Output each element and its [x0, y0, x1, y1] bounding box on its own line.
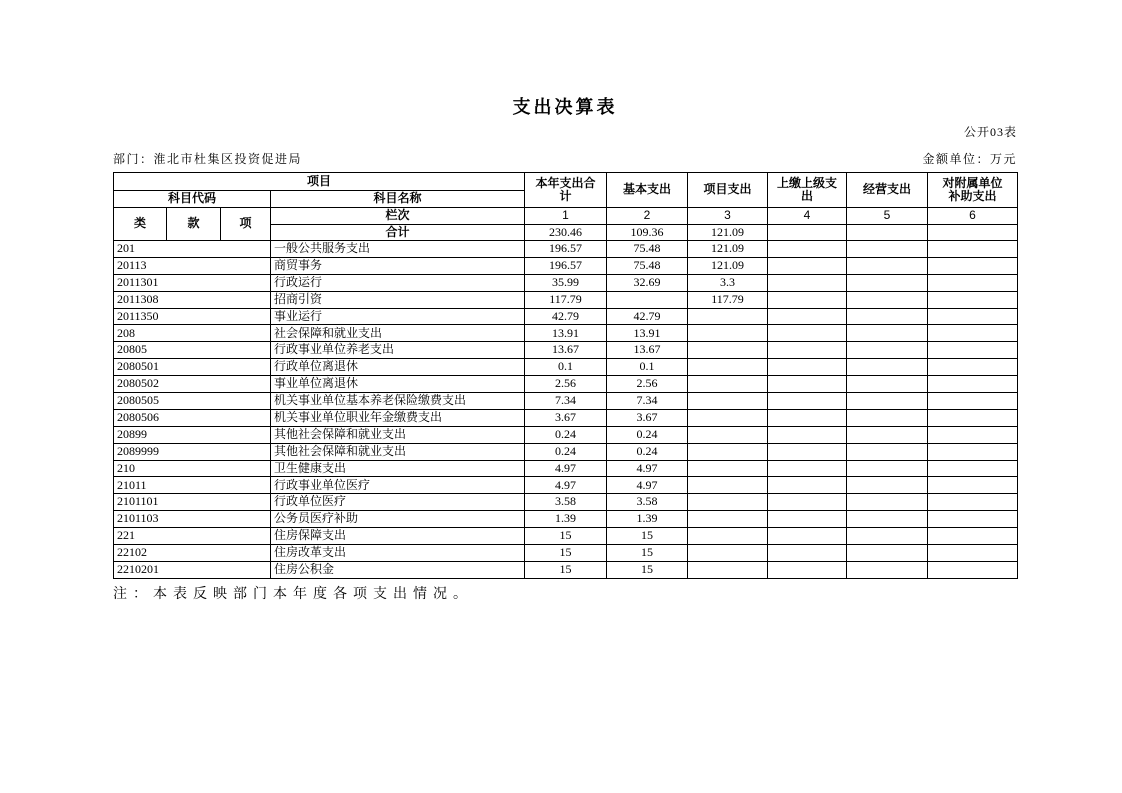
total-value-cell: [847, 225, 928, 241]
subject-code-cell: 221: [114, 528, 271, 545]
value-cell: [688, 342, 768, 359]
value-cell: [768, 308, 847, 325]
subject-name-cell: 事业单位离退休: [271, 376, 525, 393]
value-cell: [768, 460, 847, 477]
value-cell: [768, 477, 847, 494]
value-cell: [768, 561, 847, 578]
subject-name-cell: 一般公共服务支出: [271, 241, 525, 258]
header-col-basic-expenditure: 基本支出: [607, 173, 688, 208]
value-cell: 42.79: [607, 308, 688, 325]
value-cell: [768, 528, 847, 545]
header-col-section: 款: [167, 208, 221, 241]
value-cell: [928, 359, 1018, 376]
subject-code-cell: 2080505: [114, 393, 271, 410]
value-cell: 1.39: [525, 511, 607, 528]
column-index-3: 3: [688, 208, 768, 225]
total-value-cell: 121.09: [688, 225, 768, 241]
subject-code-cell: 201: [114, 241, 271, 258]
value-cell: [847, 325, 928, 342]
value-cell: [928, 274, 1018, 291]
value-cell: [688, 477, 768, 494]
value-cell: [928, 325, 1018, 342]
table-row: [114, 426, 1018, 443]
subject-name-cell: 招商引资: [271, 291, 525, 308]
column-index-2: 2: [607, 208, 688, 225]
value-cell: [928, 409, 1018, 426]
value-cell: [688, 460, 768, 477]
header-subject-name: 科目名称: [271, 191, 525, 208]
value-cell: [688, 308, 768, 325]
value-cell: 15: [607, 528, 688, 545]
value-cell: [768, 409, 847, 426]
value-cell: 32.69: [607, 274, 688, 291]
value-cell: [688, 511, 768, 528]
value-cell: [847, 291, 928, 308]
subject-name-cell: 公务员医疗补助: [271, 511, 525, 528]
header-col-project-expenditure: 项目支出: [688, 173, 768, 208]
value-cell: [847, 393, 928, 410]
value-cell: 0.24: [607, 443, 688, 460]
value-cell: 4.97: [607, 460, 688, 477]
value-cell: [928, 511, 1018, 528]
value-cell: 15: [525, 528, 607, 545]
table-row: [114, 257, 1018, 274]
value-cell: 0.24: [525, 426, 607, 443]
subject-code-cell: 2080501: [114, 359, 271, 376]
value-cell: 117.79: [525, 291, 607, 308]
subject-name-cell: 行政事业单位养老支出: [271, 342, 525, 359]
subject-code-cell: 2080502: [114, 376, 271, 393]
value-cell: [688, 393, 768, 410]
table-row: [114, 325, 1018, 342]
subject-code-cell: 2101103: [114, 511, 271, 528]
value-cell: 3.67: [525, 409, 607, 426]
subject-name-cell: 行政事业单位医疗: [271, 477, 525, 494]
table-row: [114, 460, 1018, 477]
value-cell: [768, 257, 847, 274]
header-col-class: 类: [114, 208, 167, 241]
footnote: 注：本表反映部门本年度各项支出情况。: [113, 587, 473, 602]
header-col-year-total: 本年支出合计: [525, 173, 607, 208]
amount-unit-label: 金额单位：万元: [922, 152, 1017, 166]
value-cell: [768, 325, 847, 342]
subject-name-cell: 机关事业单位职业年金缴费支出: [271, 409, 525, 426]
value-cell: [928, 494, 1018, 511]
value-cell: [847, 494, 928, 511]
value-cell: [847, 308, 928, 325]
total-label: 合计: [271, 225, 525, 241]
value-cell: 2.56: [607, 376, 688, 393]
subject-code-cell: 2011301: [114, 274, 271, 291]
table-body: [114, 241, 1018, 579]
total-value-cell: 109.36: [607, 225, 688, 241]
table-row: [114, 359, 1018, 376]
value-cell: [688, 528, 768, 545]
value-cell: 3.58: [607, 494, 688, 511]
value-cell: [847, 342, 928, 359]
total-value-cell: 230.46: [525, 225, 607, 241]
value-cell: [768, 494, 847, 511]
value-cell: 4.97: [607, 477, 688, 494]
total-value-cell: [928, 225, 1018, 241]
department-label: 部门：淮北市杜集区投资促进局: [113, 152, 303, 166]
value-cell: 117.79: [688, 291, 768, 308]
value-cell: [768, 376, 847, 393]
subject-name-cell: 社会保障和就业支出: [271, 325, 525, 342]
header-column-index-label: 栏次: [271, 208, 525, 225]
subject-name-cell: 机关事业单位基本养老保险缴费支出: [271, 393, 525, 410]
table-row: [114, 342, 1018, 359]
value-cell: [928, 528, 1018, 545]
subject-name-cell: 行政单位医疗: [271, 494, 525, 511]
subject-code-cell: 208: [114, 325, 271, 342]
table-row: [114, 308, 1018, 325]
header-subject-code: 科目代码: [114, 191, 271, 208]
value-cell: 0.24: [607, 426, 688, 443]
value-cell: [847, 511, 928, 528]
value-cell: 0.1: [607, 359, 688, 376]
value-cell: 0.24: [525, 443, 607, 460]
subject-code-cell: 2011308: [114, 291, 271, 308]
value-cell: [688, 426, 768, 443]
table-row: [114, 274, 1018, 291]
value-cell: [688, 325, 768, 342]
value-cell: [928, 342, 1018, 359]
value-cell: 121.09: [688, 241, 768, 258]
subject-code-cell: 22102: [114, 545, 271, 562]
value-cell: [847, 460, 928, 477]
value-cell: 4.97: [525, 477, 607, 494]
value-cell: [768, 443, 847, 460]
value-cell: 35.99: [525, 274, 607, 291]
value-cell: [768, 359, 847, 376]
subject-name-cell: 住房公积金: [271, 561, 525, 578]
subject-name-cell: 行政运行: [271, 274, 525, 291]
subject-name-cell: 其他社会保障和就业支出: [271, 443, 525, 460]
value-cell: 196.57: [525, 241, 607, 258]
value-cell: [847, 376, 928, 393]
value-cell: [928, 393, 1018, 410]
table-row: [114, 376, 1018, 393]
value-cell: 196.57: [525, 257, 607, 274]
subject-code-cell: 20899: [114, 426, 271, 443]
header-col-subsidy-to-affiliates: 对附属单位补助支出: [928, 173, 1018, 208]
value-cell: [928, 291, 1018, 308]
value-cell: 13.67: [607, 342, 688, 359]
value-cell: [768, 274, 847, 291]
subject-code-cell: 2080506: [114, 409, 271, 426]
value-cell: 3.58: [525, 494, 607, 511]
value-cell: 4.97: [525, 460, 607, 477]
value-cell: 15: [525, 561, 607, 578]
subject-code-cell: 21011: [114, 477, 271, 494]
value-cell: [928, 257, 1018, 274]
value-cell: 75.48: [607, 257, 688, 274]
subject-name-cell: 卫生健康支出: [271, 460, 525, 477]
value-cell: 75.48: [607, 241, 688, 258]
value-cell: 121.09: [688, 257, 768, 274]
value-cell: [928, 241, 1018, 258]
header-col-upward-payment: 上缴上级支出: [768, 173, 847, 208]
value-cell: 15: [525, 545, 607, 562]
column-index-4: 4: [768, 208, 847, 225]
header-project: 项目: [114, 173, 525, 191]
value-cell: 7.34: [607, 393, 688, 410]
subject-code-cell: 20805: [114, 342, 271, 359]
table-row: [114, 443, 1018, 460]
value-cell: [768, 291, 847, 308]
value-cell: [847, 528, 928, 545]
value-cell: [928, 443, 1018, 460]
page-title: 支出决算表: [512, 97, 618, 117]
value-cell: [847, 426, 928, 443]
value-cell: 2.56: [525, 376, 607, 393]
value-cell: [688, 359, 768, 376]
subject-name-cell: 住房改革支出: [271, 545, 525, 562]
header-col-operating-expenditure: 经营支出: [847, 173, 928, 208]
value-cell: 15: [607, 545, 688, 562]
table-row: [114, 291, 1018, 308]
subject-code-cell: 210: [114, 460, 271, 477]
total-value-cell: [768, 225, 847, 241]
column-index-5: 5: [847, 208, 928, 225]
value-cell: [928, 477, 1018, 494]
subject-name-cell: 其他社会保障和就业支出: [271, 426, 525, 443]
value-cell: [847, 561, 928, 578]
value-cell: [768, 545, 847, 562]
header-row-project: [114, 173, 1018, 191]
value-cell: [768, 393, 847, 410]
value-cell: [928, 545, 1018, 562]
value-cell: 3.67: [607, 409, 688, 426]
value-cell: 13.67: [525, 342, 607, 359]
subject-name-cell: 商贸事务: [271, 257, 525, 274]
table-row: [114, 494, 1018, 511]
value-cell: 15: [607, 561, 688, 578]
value-cell: [928, 426, 1018, 443]
table-row: [114, 409, 1018, 426]
column-index-1: 1: [525, 208, 607, 225]
subject-code-cell: 2101101: [114, 494, 271, 511]
value-cell: [768, 342, 847, 359]
value-cell: [847, 409, 928, 426]
value-cell: 13.91: [525, 325, 607, 342]
value-cell: [847, 477, 928, 494]
value-cell: [847, 443, 928, 460]
value-cell: 0.1: [525, 359, 607, 376]
value-cell: [847, 359, 928, 376]
value-cell: [847, 545, 928, 562]
table-row: [114, 241, 1018, 258]
table-row: [114, 477, 1018, 494]
header-col-item: 项: [221, 208, 271, 241]
expenditure-table: [113, 172, 1018, 579]
subject-code-cell: 20113: [114, 257, 271, 274]
table-row: [114, 545, 1018, 562]
table-row: [114, 561, 1018, 578]
value-cell: [688, 494, 768, 511]
value-cell: [768, 426, 847, 443]
value-cell: [688, 409, 768, 426]
value-cell: 3.3: [688, 274, 768, 291]
form-code-label: 公开03表: [963, 125, 1017, 139]
value-cell: [768, 241, 847, 258]
table-row: [114, 393, 1018, 410]
value-cell: 13.91: [607, 325, 688, 342]
subject-name-cell: 事业运行: [271, 308, 525, 325]
value-cell: [847, 274, 928, 291]
value-cell: [928, 561, 1018, 578]
meta-line: [113, 150, 1017, 167]
value-cell: [928, 376, 1018, 393]
subject-code-cell: 2089999: [114, 443, 271, 460]
header-row-index: [114, 208, 1018, 225]
value-cell: [928, 460, 1018, 477]
value-cell: 7.34: [525, 393, 607, 410]
table-row: [114, 511, 1018, 528]
subject-code-cell: 2011350: [114, 308, 271, 325]
column-index-6: 6: [928, 208, 1018, 225]
value-cell: [607, 291, 688, 308]
value-cell: 42.79: [525, 308, 607, 325]
subject-name-cell: 住房保障支出: [271, 528, 525, 545]
subject-name-cell: 行政单位离退休: [271, 359, 525, 376]
value-cell: 1.39: [607, 511, 688, 528]
subject-code-cell: 2210201: [114, 561, 271, 578]
value-cell: [847, 257, 928, 274]
value-cell: [928, 308, 1018, 325]
value-cell: [847, 241, 928, 258]
value-cell: [688, 561, 768, 578]
table-row: [114, 528, 1018, 545]
value-cell: [688, 376, 768, 393]
value-cell: [688, 443, 768, 460]
value-cell: [768, 511, 847, 528]
value-cell: [688, 545, 768, 562]
